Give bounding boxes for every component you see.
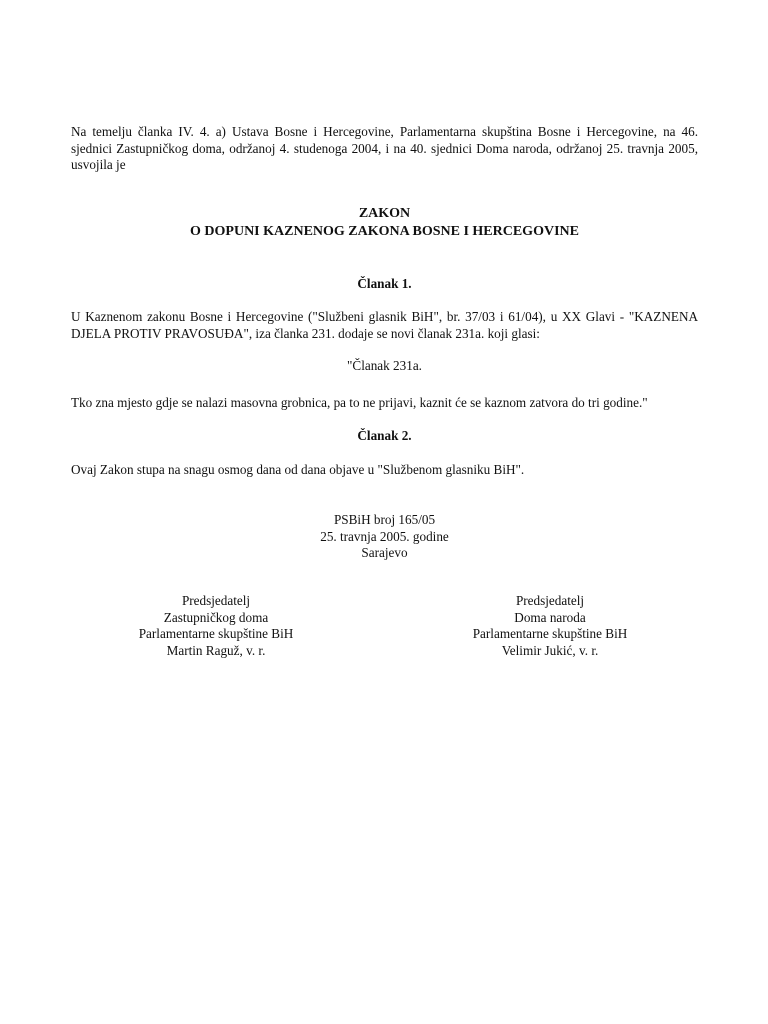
article-1-quoted-text: Tko zna mjesto gdje se nalazi masovna grobnica, pa to ne prijavi, kaznit će se kaznom zatvora do tri godine." bbox=[71, 395, 648, 410]
law-title-line-2: O DOPUNI KAZNENOG ZAKONA BOSNE I HERCEGOVINE bbox=[190, 224, 579, 239]
signature-block-left bbox=[86, 593, 346, 659]
law-title bbox=[71, 205, 698, 241]
issuance-number: PSBiH broj 165/05 bbox=[333, 512, 436, 527]
signature-title: Predsjedatelj bbox=[181, 593, 251, 608]
article-2-text: Ovaj Zakon stupa na snagu osmog dana od dana objave u "Službenom glasniku BiH". bbox=[71, 462, 525, 477]
signature-block-right bbox=[420, 593, 680, 659]
article-2-heading: Članak 2. bbox=[357, 428, 412, 443]
article-1-heading: Članak 1. bbox=[357, 276, 412, 291]
article-1-quoted-heading: "Članak 231a. bbox=[347, 358, 422, 373]
signature-institution: Parlamentarne skupštine BiH bbox=[472, 626, 628, 641]
signature-body: Doma naroda bbox=[514, 609, 586, 625]
issuance-block bbox=[71, 512, 698, 562]
issuance-place: Sarajevo bbox=[361, 545, 408, 560]
signature-name: Martin Raguž, v. r. bbox=[166, 642, 266, 658]
signature-title: Predsjedatelj bbox=[515, 593, 585, 608]
signature-body: Zastupničkog doma bbox=[163, 609, 269, 625]
article-1-text: U Kaznenom zakonu Bosne i Hercegovine ("Službeni glasnik BiH", br. 37/03 i 61/04), u XX Glavi - "KAZNENA DJELA PROTIV PRAVOSUĐA", iza članka 231. dodaje se novi članak 231a. koji glasi: bbox=[71, 309, 698, 341]
preamble-paragraph: Na temelju članka IV. 4. a) Ustava Bosne i Hercegovine, Parlamentarna skupština Bosne i Hercegovine, na 46. sjednici Zastupničkog doma, održanoj 4. studenoga 2004, i na 40. sjednici Doma naroda, održanoj 25. travnja 2005, usvojila je bbox=[71, 124, 698, 172]
signature-institution: Parlamentarne skupštine BiH bbox=[138, 626, 294, 641]
signature-name: Velimir Jukić, v. r. bbox=[501, 642, 599, 658]
issuance-date: 25. travnja 2005. godine bbox=[320, 528, 449, 544]
law-title-line-1: ZAKON bbox=[358, 206, 411, 221]
